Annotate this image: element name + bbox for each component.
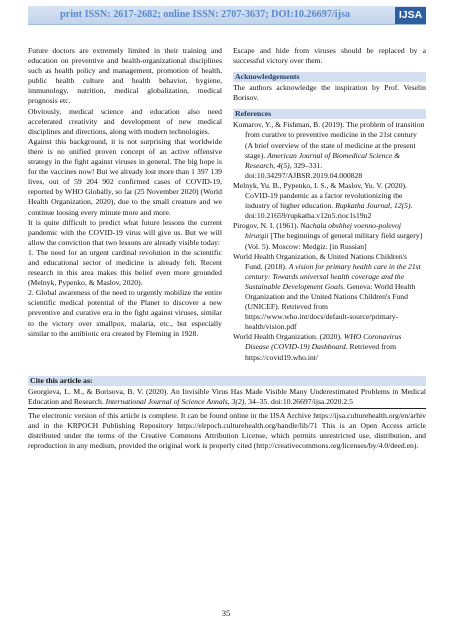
reference-item: Pirogov, N. I. (1961). Nachala obshhej voenno-polevoj hirurgii [The beginnings of general military field surgery] (Vol. 5). Moscow: Medgiz. [in Russian] [233, 221, 423, 251]
reference-item: Melnyk, Yu. B., Pypenko, I. S., & Maslov, Yu. V. (2020). CoVID-19 pandemic as a factor revolutionizing the industry of higher education. Rupkatha Journal, 12(5). doi:10.21659/rupkatha.v12n5.rioc1s19n2 [233, 180, 413, 221]
paragraph: It is quite difficult to predict what future lessons the current pandemic with the COVID-19 virus will give us. But we will allow the conviction that two lessons are already visible today: [28, 217, 222, 247]
reference-item: World Health Organization, & United Nations Children's Fund. (2018). A vision for primary health care in the 21st century: Towards universal health coverage and the Sustainable Development Goals. Geneva: World Health Organization and the United Nations Children's Fund (UNICEF). Retrieved from https://www.who.int/docs/default-source/primary-health/vision.pdf [233, 251, 421, 332]
references-heading: References [233, 109, 426, 119]
left-column [28, 46, 222, 339]
paragraph: 2. Global awareness of the need to urgently mobilize the entire scientific medical potential of the Planet to discover a new preventive and curative era in the fight against viruses, similar to the victory over smallpox, malaria, etc., but especially similar to the antibiotic era created by Fleming in 1928. [28, 288, 222, 338]
page-number: 35 [221, 608, 231, 618]
journal-logo: IJSA [395, 7, 426, 24]
license-text: The electronic version of this article is complete. It can be found online in the IJSA Archive https://ijsa.culturehealth.org/en/arhiv and in the KRPOCH Publishing Repository https://elrpoch.culturehealth.org/handle/lib/71 This is an Open Access article distributed under the terms of the Creative Commons Attribution License, which permits unrestricted use, distribution, and reproduction in any medium, provided the original work is properly cited (http://creativecommons.org/licenses/by/4.0/deed.en). [28, 411, 426, 451]
citation-text: Georgieva, L. M., & Borisova, B. V. (2020). An Invisible Virus Has Made Visible Many Underestimated Problems in Medical Education and Research. International Journal of Science Annals, 3(2), 34–35. doi:10.26697/ijsa.2020.2.5 [28, 387, 426, 407]
reference-item: World Health Organization. (2020). WHO Coronavirus Disease (COVID-19) Dashboard. Retrieved from https://covid19.who.int/ [233, 332, 402, 362]
citation-heading: Cite this article as: [28, 376, 426, 386]
paragraph: Future doctors are extremely limited in their training and education on preventive and health-organizational disciplines such as health policy and management, promotion of health, public health culture and health behavior, hygiene, immunology, nutrition, medical globalization, medical prognosis etc. [28, 46, 222, 106]
acknowledgements-text: The authors acknowledge the inspiration by Prof. Veselin Borisov. [233, 83, 426, 103]
paragraph: Escape and hide from viruses should be replaced by a successful victory over them. [233, 46, 426, 66]
right-column [233, 46, 426, 363]
paragraph: Against this background, it is not surprising that worldwide there is no unified proven concept of an active offensive strategy in the fight against viruses in general. The big hope is for the vaccines now! But we already lost more than 1 397 139 lives, out of 59 204 902 confirmed cases of COVID-19, reported by WHO Globally, so far (25 November 2020) (World Health Organization, 2020), due to the small creature and we continue loosing every minute more and more. [28, 136, 222, 217]
paragraph: 1. The need for an urgent cardinal revolution in the scientific and educational sector of medicine is already felt. Recent research in this area makes this belief even more grounded (Melnyk, Pypenko, & Maslov, 2020). [28, 247, 222, 288]
issn-line: print ISSN: 2617-2682; online ISSN: 2707-3637; DOI:10.26697/ijsa [60, 9, 351, 20]
paragraph: Obviously, medical science and education also need accelerated creativity and development of new medical disciplines and directions, along with modern technologies. [28, 106, 222, 136]
reference-item: Komarov, Y., & Fishman, B. (2019). The problem of transition from curative to preventive medicine in the 21st century (A brief overview of the state of medicine at the present stage). American Journal of Biomedical Science & Research, 4(5), 329–331. doi:10.34297/AJBSR.2019.04.000828 [233, 120, 425, 180]
acknowledgements-heading: Acknowledgements [233, 72, 426, 82]
divider [28, 408, 426, 409]
